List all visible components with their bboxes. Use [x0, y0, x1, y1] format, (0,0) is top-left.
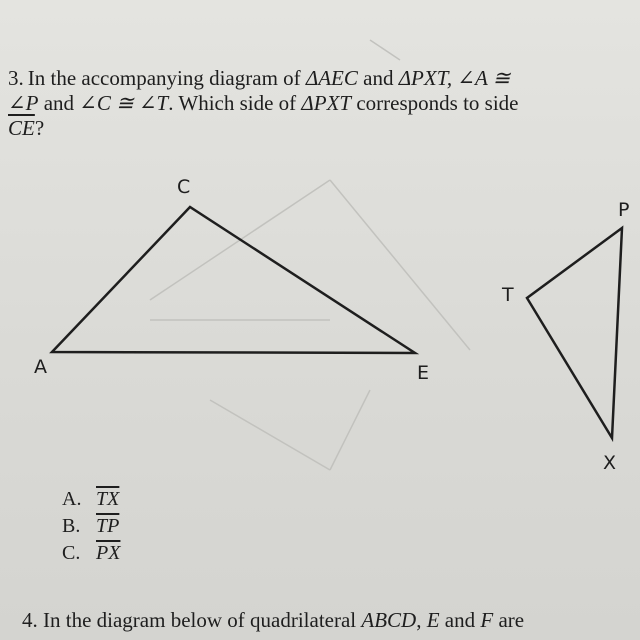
vertex-label-e: E [417, 362, 430, 384]
point-e: E [426, 608, 440, 632]
question-text: In the accompanying diagram of [27, 66, 306, 90]
choice-a[interactable] [62, 486, 120, 513]
choice-answer: $\overline{TP}$ [96, 515, 120, 537]
choice-answer: $\overline{PX}$ [96, 542, 121, 564]
question-number: 4. [22, 608, 38, 632]
triangle-pxt-name-2: ΔPXT [301, 91, 352, 115]
angle-a-congruence: ∠A ≅ [452, 66, 511, 90]
choice-answer: $\overline{TX}$ [96, 488, 120, 510]
triangle-aec-name: ΔAEC [305, 66, 358, 90]
side-ce: $\overline{CE}$ [8, 116, 35, 140]
point-f: F [480, 608, 494, 632]
triangle-pxt-name: ΔPXT, [398, 66, 453, 90]
question-text: and [38, 91, 80, 115]
question-text: are [493, 608, 525, 632]
angle-c-congruence: ∠C ≅ ∠T [79, 91, 169, 115]
choice-c[interactable] [62, 540, 120, 567]
question-text: corresponds to side [351, 91, 519, 115]
question-text: In the diagram below of quadrilateral [43, 608, 362, 632]
quad-abcd: ABCD [361, 608, 417, 632]
vertex-label-p: P [618, 199, 630, 221]
question-text: . Which side of [168, 91, 302, 115]
choice-letter: B. [62, 515, 81, 537]
question-text: , [416, 608, 427, 632]
choice-letter: C. [62, 542, 81, 564]
answer-choices [62, 486, 120, 567]
triangle-aec [52, 207, 415, 353]
question-4 [22, 608, 632, 633]
question-mark: ? [34, 116, 45, 140]
question-text: and [439, 608, 481, 632]
question-text: and [357, 66, 399, 90]
choice-letter: A. [62, 488, 82, 510]
vertex-label-t: T [502, 284, 514, 306]
angle-p: ∠P [8, 91, 39, 115]
vertex-label-c: C [177, 176, 191, 198]
question-number: 3. [8, 66, 24, 90]
triangle-pxt [527, 228, 622, 438]
vertex-label-x: X [603, 452, 617, 474]
vertex-label-a: A [34, 356, 47, 378]
choice-b[interactable] [62, 513, 120, 540]
